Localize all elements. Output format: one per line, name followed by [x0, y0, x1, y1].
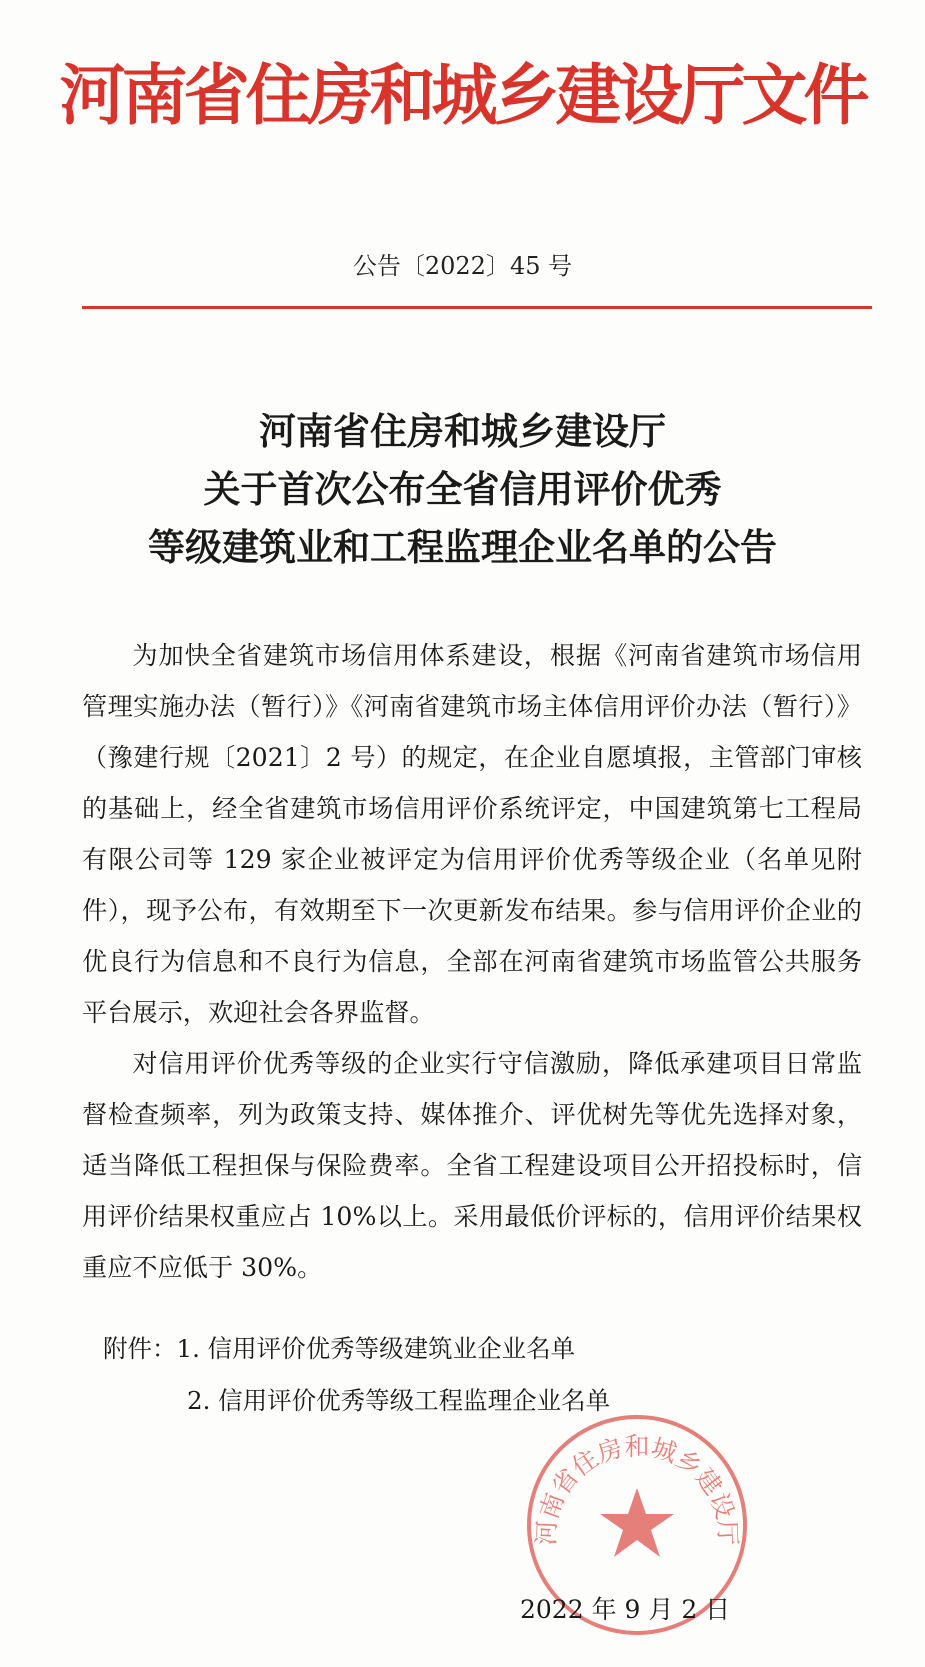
attachment-item-2: 2. 信用评价优秀等级工程监理企业名单 — [187, 1386, 611, 1415]
seal-star-icon — [600, 1488, 674, 1557]
body-paragraph-2: 对信用评价优秀等级的企业实行守信激励，降低承建项目日常监督检查频率，列为政策支持、媒体推介、评优树先等优先选择对象，适当降低工程担保与保险费率。全省工程建设项目公开招投标时，信用评价结果权重应占 10%以上。采用最低价评标的，信用评价结果权重应不应低于 30%。 — [82, 1049, 862, 1282]
announcement-title — [0, 402, 925, 576]
document-date: 2022 年 9 月 2 日 — [520, 1595, 731, 1624]
red-divider-line — [82, 306, 872, 309]
title-line-2: 关于首次公布全省信用评价优秀 — [203, 467, 722, 511]
seal-text: 河南省住房和城乡建设厅 — [531, 1431, 743, 1546]
title-line-1: 河南省住房和城乡建设厅 — [259, 409, 666, 453]
announcement-body — [82, 630, 862, 1293]
title-line-3: 等级建筑业和工程监理企业名单的公告 — [148, 525, 777, 569]
body-paragraph-1: 为加快全省建筑市场信用体系建设，根据《河南省建筑市场信用管理实施办法（暂行）》《河南省建筑市场主体信用评价办法（暂行）》（豫建行规〔2021〕2 号）的规定，在企业自愿填报，主管部门审核的基础上，经全省建筑市场信用评价系统评定，中国建筑第七工程局有限公司等 129 家企业被评定为信用评价优秀等级企业（名单见附件），现予公布，有效期至下一次更新发布结果。参与信用评价企业的优良行为信息和不良行为信息，全部在河南省建筑市场监管公共服务平台展示，欢迎社会各界监督。 — [82, 641, 862, 1027]
attachment-item-1: 附件：1. 信用评价优秀等级建筑业企业名单 — [103, 1334, 576, 1363]
document-number: 公告〔2022〕45 号 — [352, 252, 573, 280]
document-header-title: 河南省住房和城乡建设厅文件 — [59, 57, 866, 134]
